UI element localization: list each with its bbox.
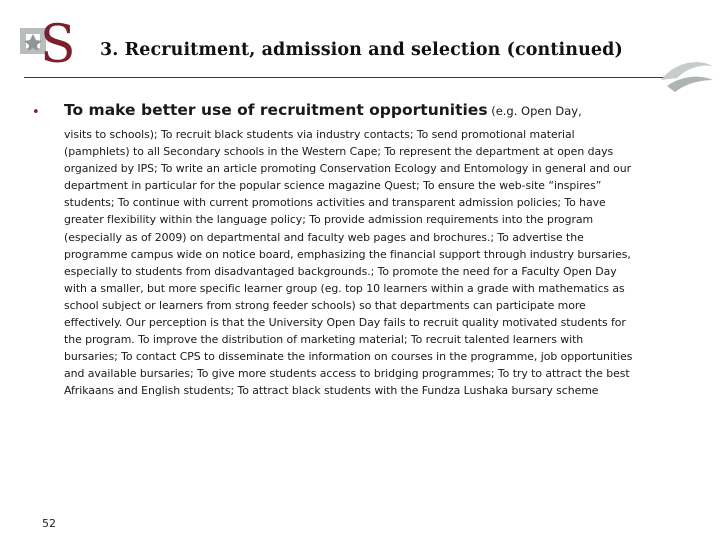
bullet-body-text: visits to schools); To recruit black students via industry contacts; To send promotional material (pamphlets) to all Secondary schools in the Western Cape; To represent the department at open days organized by IPS; To write an article promoting Conservation Ecology and Entomology in general and our department in particular for the popular science magazine Quest; To ensure the web-site “inspires” students; To continue with current promotions activities and transparent admission policies; To have greater flexibility within the language policy; To provide admission requirements into the program (especially as of 2009) on departmental and faculty web pages and brochures.; To advertise the programme campus wide on notice board, emphasizing the financial support through industry bursaries, especially to students from disadvantaged backgrounds.; To promote the need for a Faculty Open Day with a smaller, but more specific learner group (eg. top 10 learners within a grade with mathematics as school subject or learners from strong feeder schools) so that departments can participate more effectively. Our perception is that the University Open Day fails to recruit quality motivated students for the program. To improve the distribution of marketing material; To recruit talented learners with bursaries; To contact CPS to disseminate the information on courses in the programme, job opportunities and available bursaries; To give more students access to bridging programmes; To try to attract the best Afrikaans and English students; To attract black students with the Fundza Lushaka bursary scheme — [64, 128, 633, 398]
bullet-lead-small: (e.g. Open Day, — [487, 104, 582, 118]
bullet-lead-bold: To make better use of recruitment opportunities — [64, 101, 488, 119]
bullet-marker: • — [32, 105, 40, 120]
decorative-swoosh-icon — [657, 52, 717, 98]
logo-letter: S — [40, 15, 76, 72]
page-number: 52 — [42, 517, 56, 530]
slide-title: 3. Recruitment, admission and selection (continued) — [100, 40, 623, 60]
title-divider — [24, 77, 676, 78]
bullet-lead — [64, 101, 582, 119]
university-logo-icon — [18, 14, 88, 72]
